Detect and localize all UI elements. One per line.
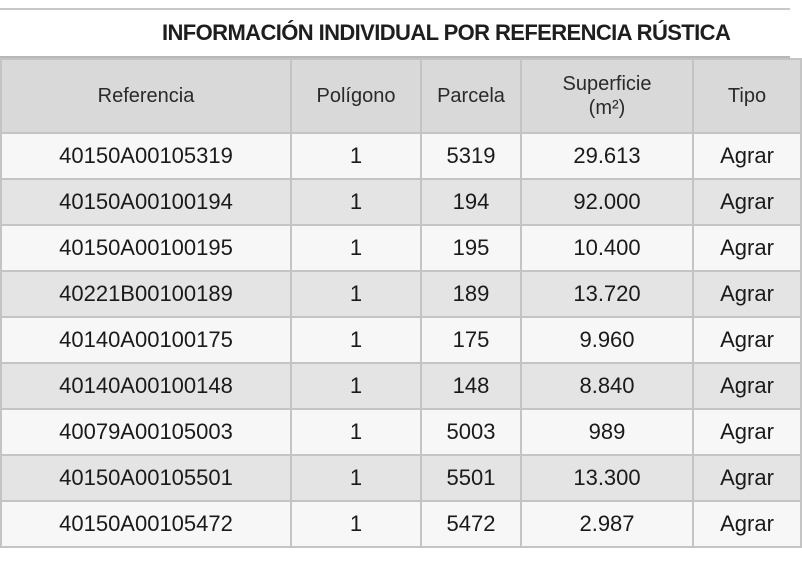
cell-poligono: 1 — [291, 271, 421, 317]
table-row — [1, 179, 801, 225]
table-row — [1, 225, 801, 271]
cell-parcela: 189 — [421, 271, 521, 317]
table-row — [1, 363, 801, 409]
cell-poligono: 1 — [291, 409, 421, 455]
cell-parcela: 195 — [421, 225, 521, 271]
cell-referencia: 40150A00105472 — [1, 501, 291, 547]
cell-tipo: Agrar — [693, 179, 801, 225]
column-header-parcela: Parcela — [421, 59, 521, 133]
cell-superficie: 8.840 — [521, 363, 693, 409]
column-header-referencia: Referencia — [1, 59, 291, 133]
column-header-tipo: Tipo — [693, 59, 801, 133]
cell-poligono: 1 — [291, 133, 421, 179]
table-row — [1, 409, 801, 455]
table-row — [1, 501, 801, 547]
cell-referencia: 40221B00100189 — [1, 271, 291, 317]
column-header-superficie-unit: (m²) — [588, 97, 626, 119]
cell-parcela: 5003 — [421, 409, 521, 455]
table-header-row — [1, 59, 801, 133]
cell-poligono: 1 — [291, 179, 421, 225]
page-title: INFORMACIÓN INDIVIDUAL POR REFERENCIA RÚSTICA — [162, 20, 731, 45]
cell-poligono: 1 — [291, 455, 421, 501]
cell-poligono: 1 — [291, 317, 421, 363]
cell-referencia: 40150A00100195 — [1, 225, 291, 271]
cell-superficie: 989 — [521, 409, 693, 455]
cell-referencia: 40150A00105319 — [1, 133, 291, 179]
cell-superficie: 13.300 — [521, 455, 693, 501]
cell-referencia: 40150A00100194 — [1, 179, 291, 225]
cell-superficie: 9.960 — [521, 317, 693, 363]
cell-parcela: 194 — [421, 179, 521, 225]
cell-parcela: 175 — [421, 317, 521, 363]
cell-tipo: Agrar — [693, 225, 801, 271]
cell-parcela: 5319 — [421, 133, 521, 179]
table-row — [1, 271, 801, 317]
cell-referencia: 40140A00100148 — [1, 363, 291, 409]
cell-referencia: 40079A00105003 — [1, 409, 291, 455]
cell-tipo: Agrar — [693, 317, 801, 363]
cell-tipo: Agrar — [693, 271, 801, 317]
cell-referencia: 40140A00100175 — [1, 317, 291, 363]
cell-poligono: 1 — [291, 225, 421, 271]
cell-superficie: 2.987 — [521, 501, 693, 547]
table-row — [1, 133, 801, 179]
cell-tipo: Agrar — [693, 409, 801, 455]
title-bar — [0, 8, 790, 58]
cell-referencia: 40150A00105501 — [1, 455, 291, 501]
cell-superficie: 29.613 — [521, 133, 693, 179]
column-header-poligono: Polígono — [291, 59, 421, 133]
cell-poligono: 1 — [291, 363, 421, 409]
cell-superficie: 13.720 — [521, 271, 693, 317]
cell-tipo: Agrar — [693, 501, 801, 547]
cell-tipo: Agrar — [693, 363, 801, 409]
cell-superficie: 10.400 — [521, 225, 693, 271]
cell-parcela: 5501 — [421, 455, 521, 501]
table-row — [1, 455, 801, 501]
cell-superficie: 92.000 — [521, 179, 693, 225]
column-header-superficie-label: Superficie — [562, 73, 652, 95]
cell-parcela: 5472 — [421, 501, 521, 547]
cell-parcela: 148 — [421, 363, 521, 409]
cell-poligono: 1 — [291, 501, 421, 547]
column-header-superficie — [521, 59, 693, 133]
parcel-table — [0, 58, 802, 548]
cell-tipo: Agrar — [693, 455, 801, 501]
table-row — [1, 317, 801, 363]
cell-tipo: Agrar — [693, 133, 801, 179]
